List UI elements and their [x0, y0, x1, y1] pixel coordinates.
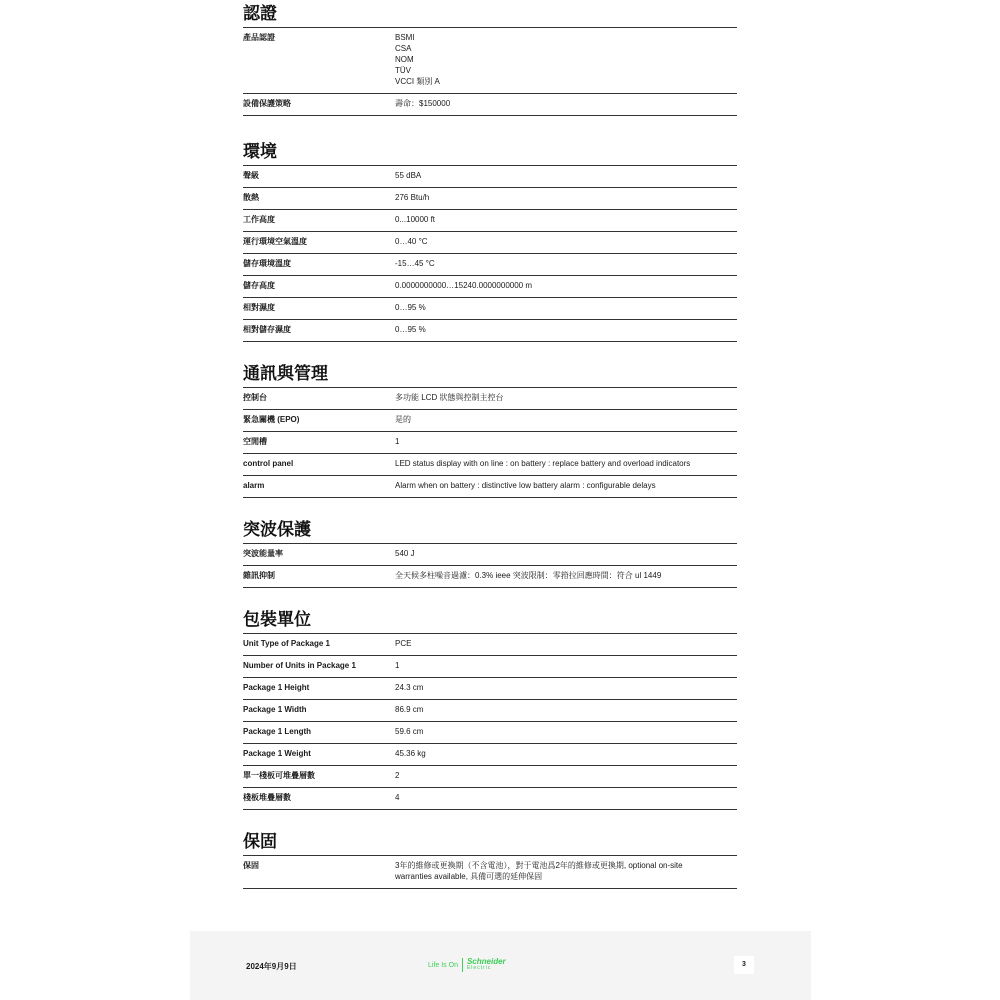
- spec-value-line: 540 J: [395, 549, 415, 558]
- spec-value: [395, 792, 737, 803]
- section-title: 通訊與管理: [243, 360, 737, 388]
- spec-label: 雜訊抑制: [243, 571, 275, 580]
- spec-row: [243, 766, 737, 788]
- section-gap: [243, 810, 737, 828]
- spec-row: [243, 656, 737, 678]
- section-gap: [243, 498, 737, 516]
- spec-row: [243, 634, 737, 656]
- spec-label: 緊急關機 (EPO): [243, 415, 300, 424]
- spec-value-line: 全天候多柱噪音過濾：0.3% ieee 突波限制：零箝拉回應時間：符合 ul 1449: [395, 571, 662, 580]
- spec-value-line: 276 Btu/h: [395, 193, 430, 202]
- footer-date: 2024年9月9日: [246, 962, 297, 971]
- spec-value: [395, 324, 737, 335]
- spec-value-line: 0…95 %: [395, 325, 426, 334]
- spec-value-line: 是的: [395, 415, 411, 424]
- page-number: 3: [734, 956, 754, 974]
- spec-label: 相對儲存濕度: [243, 325, 291, 334]
- spec-value: [395, 392, 737, 403]
- spec-value: [395, 192, 737, 203]
- spec-value: [395, 98, 737, 109]
- spec-label: control panel: [243, 459, 294, 468]
- spec-value-line: 0…95 %: [395, 303, 426, 312]
- spec-value-line: 3年的維修或更換期（不含電池），對于電池爲2年的維修或更換期, optional on-site: [395, 861, 683, 870]
- spec-label: 聲級: [243, 171, 259, 180]
- spec-value-line: CSA: [395, 44, 412, 53]
- spec-value-line: 45.36 kg: [395, 749, 426, 758]
- spec-label: alarm: [243, 481, 265, 490]
- spec-row: [243, 744, 737, 766]
- spec-value-line: 1: [395, 437, 400, 446]
- spec-label: 散熱: [243, 193, 259, 202]
- spec-value-line: 24.3 cm: [395, 683, 424, 692]
- spec-label: 控制台: [243, 393, 267, 402]
- spec-label: 相對濕度: [243, 303, 275, 312]
- spec-value: [395, 480, 737, 491]
- spec-value: [395, 302, 737, 313]
- spec-value-line: 0...10000 ft: [395, 215, 436, 224]
- spec-value-line: 多功能 LCD 狀態與控制主控台: [395, 393, 504, 402]
- spec-value: [395, 280, 737, 291]
- spec-row: [243, 388, 737, 410]
- spec-label: 單一棧板可堆疊層數: [243, 771, 315, 780]
- spec-label: Package 1 Length: [243, 727, 312, 736]
- section-gap: [243, 342, 737, 360]
- spec-label: 產品認證: [243, 33, 275, 42]
- spec-value: [395, 770, 737, 781]
- spec-value-line: NOM: [395, 55, 414, 64]
- spec-value: [395, 436, 737, 447]
- spec-row: [243, 678, 737, 700]
- spec-label: 儲存環境溫度: [243, 259, 291, 268]
- section-title: 認證: [243, 0, 737, 28]
- spec-row: [243, 28, 737, 94]
- spec-row: [243, 320, 737, 342]
- spec-value: [395, 726, 737, 737]
- section-gap: [243, 116, 737, 138]
- spec-row: [243, 454, 737, 476]
- spec-value: [395, 170, 737, 181]
- footer-tagline: Life Is On: [428, 961, 458, 969]
- page-footer: [190, 931, 811, 1000]
- spec-value-line: TÜV: [395, 66, 411, 75]
- spec-value: [395, 704, 737, 715]
- spec-label: 突波能量率: [243, 549, 283, 558]
- spec-value: [395, 258, 737, 269]
- spec-value-line: 59.6 cm: [395, 727, 424, 736]
- spec-value-line: 0.0000000000…15240.0000000000 m: [395, 281, 533, 290]
- brand-name: Schneider: [466, 957, 506, 966]
- spec-value: [395, 214, 737, 225]
- spec-value-line: BSMI: [395, 33, 415, 42]
- spec-row: [243, 94, 737, 116]
- section-title: 包裝單位: [243, 606, 737, 634]
- section-title: 突波保護: [243, 516, 737, 544]
- spec-value-line: 55 dBA: [395, 171, 422, 180]
- spec-row: [243, 432, 737, 454]
- spec-label: Package 1 Weight: [243, 749, 311, 758]
- spec-label: 儲存高度: [243, 281, 275, 290]
- spec-label: Unit Type of Package 1: [243, 639, 330, 648]
- spec-value-line: 86.9 cm: [395, 705, 424, 714]
- spec-label: 保固: [243, 861, 259, 870]
- spec-row: [243, 410, 737, 432]
- spec-value: [395, 570, 737, 581]
- spec-value: [395, 236, 737, 247]
- spec-value-line: warranties available, 具備可選的延伸保固: [395, 872, 543, 881]
- spec-value-line: -15…45 °C: [395, 259, 435, 268]
- spec-row: [243, 298, 737, 320]
- spec-value-line: 1: [395, 661, 400, 670]
- brand-wordmark: [467, 958, 506, 972]
- spec-value-line: PCE: [395, 639, 412, 648]
- spec-label: 空閒槽: [243, 437, 267, 446]
- spec-value: [395, 748, 737, 759]
- section-title: 保固: [243, 828, 737, 856]
- spec-row: [243, 788, 737, 810]
- spec-row: [243, 232, 737, 254]
- spec-label: 運行環境空氣溫度: [243, 237, 307, 246]
- spec-value-line: LED status display with on line : on battery : replace battery and overload indicators: [395, 459, 691, 468]
- spec-value: [395, 32, 737, 87]
- spec-value: [395, 458, 737, 469]
- spec-label: 設備保護策略: [243, 99, 291, 108]
- spec-value-line: Alarm when on battery : distinctive low battery alarm : configurable delays: [395, 481, 656, 490]
- spec-row: [243, 856, 737, 889]
- spec-label: Number of Units in Package 1: [243, 661, 356, 670]
- spec-row: [243, 544, 737, 566]
- spec-value: [395, 860, 737, 882]
- spec-value-line: 2: [395, 771, 400, 780]
- spec-label: Package 1 Width: [243, 705, 307, 714]
- logo-divider: [462, 958, 463, 972]
- spec-value-line: 0…40 °C: [395, 237, 428, 246]
- spec-row: [243, 700, 737, 722]
- spec-row: [243, 476, 737, 498]
- spec-label: Package 1 Height: [243, 683, 310, 692]
- spec-value: [395, 660, 737, 671]
- spec-row: [243, 566, 737, 588]
- spec-value-line: 壽命：$150000: [395, 99, 451, 108]
- spec-row: [243, 210, 737, 232]
- datasheet-body: [243, 0, 737, 889]
- brand-sub: Electric: [466, 965, 492, 971]
- spec-label: 工作高度: [243, 215, 275, 224]
- spec-row: [243, 188, 737, 210]
- spec-row: [243, 166, 737, 188]
- section-gap: [243, 588, 737, 606]
- section-title: 環境: [243, 138, 737, 166]
- spec-value-line: VCCI 類別 A: [395, 77, 440, 86]
- spec-value: [395, 638, 737, 649]
- spec-row: [243, 254, 737, 276]
- spec-row: [243, 722, 737, 744]
- schneider-logo: [428, 957, 506, 973]
- spec-value: [395, 548, 737, 559]
- spec-value: [395, 414, 737, 425]
- spec-value: [395, 682, 737, 693]
- spec-value-line: 4: [395, 793, 400, 802]
- spec-label: 棧板堆疊層數: [243, 793, 291, 802]
- spec-row: [243, 276, 737, 298]
